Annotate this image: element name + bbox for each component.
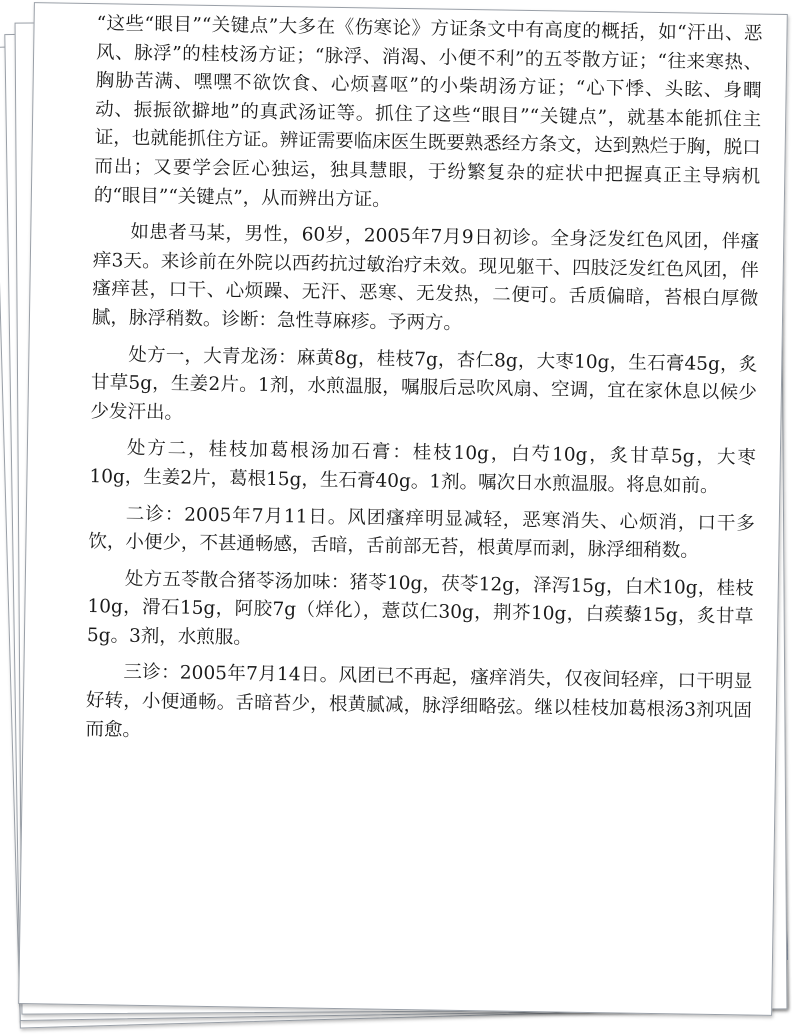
paragraph-second-visit: 二诊：2005年7月11日。风团瘙痒明显减轻，恶寒消失、心烦消，口干多饮，小便少，不甚通畅感，舌暗，舌前部无苔，根黄厚而剥，脉浮细稍数。 [88, 503, 755, 562]
paragraph-prescription-two: 处方二，桂枝加葛根汤加石膏：桂枝10g，白芍10g，炙甘草5g，大枣10g，生姜2片，葛根15g，生石膏40g。1剂。嘱次日水煎温服。将息如前。 [89, 437, 757, 497]
paragraph-prescription-one: 处方一，大青龙汤：麻黄8g，桂枝7g，杏仁8g，大枣10g，生石膏45g，炙甘草5g，生姜2片。1剂，水煎温服，嘱服后忌吹风扇、空调，宜在家休息以候少少发汗出。 [90, 344, 758, 424]
paragraph-prescription-wuling: 处方五苓散合猪苓汤加味：猪苓10g，茯苓12g，泽泻15g，白术10g，桂枝10g，滑石15g，阿胶7g（烊化），薏苡仁30g，荆芥10g，白蒺藜15g，炙甘草5g。3剂，水煎服。 [86, 568, 754, 649]
document-page [18, 2, 788, 1016]
paragraph-summary: “这些“眼目”“关键点”大多在《伤寒论》方证条文中有高度的概括，如“汗出、恶风、脉浮”的桂枝汤方证；“脉浮、消渴、小便不利”的五苓散方证；“往来寒热、胸胁苦满、嘿嘿不欲饮食、心烦喜呕”的小柴胡汤方证；“心下悸、头眩、身瞤动、振振欲擗地”的真武汤证等。抓住了这些“眼目”“关键点”，就基本能抓住主证，也就能抓住方证。辨证需要临床医生既要熟悉经方条文，达到熟烂于胸，脱口而出；又要学会匠心独运，独具慧眼，于纷繁复杂的症状中把握真正主导病机的“眼目”“关键点”，从而辨出方证。 [93, 13, 763, 211]
paragraph-third-visit: 三诊：2005年7月14日。风团已不再起，瘙痒消失，仅夜间轻痒，口干明显好转，小便通畅。舌暗苔少，根黄腻减，脉浮细略弦。继以桂枝加葛根汤3剂巩固而愈。 [85, 662, 753, 741]
page-text-body [85, 10, 763, 763]
paragraph-case-intro: 如患者马某，男性，60岁，2005年7月9日初诊。全身泛发红色风团，伴瘙痒3天。来诊前在外院以西药抗过敏治疗未效。现见躯干、四肢泛发红色风团，伴瘙痒甚，口干、心烦躁、无汗、恶寒、无发热，二便可。舌质偏暗，苔根白厚微腻，脉浮稍数。诊断：急性荨麻疹。予两方。 [91, 221, 760, 334]
